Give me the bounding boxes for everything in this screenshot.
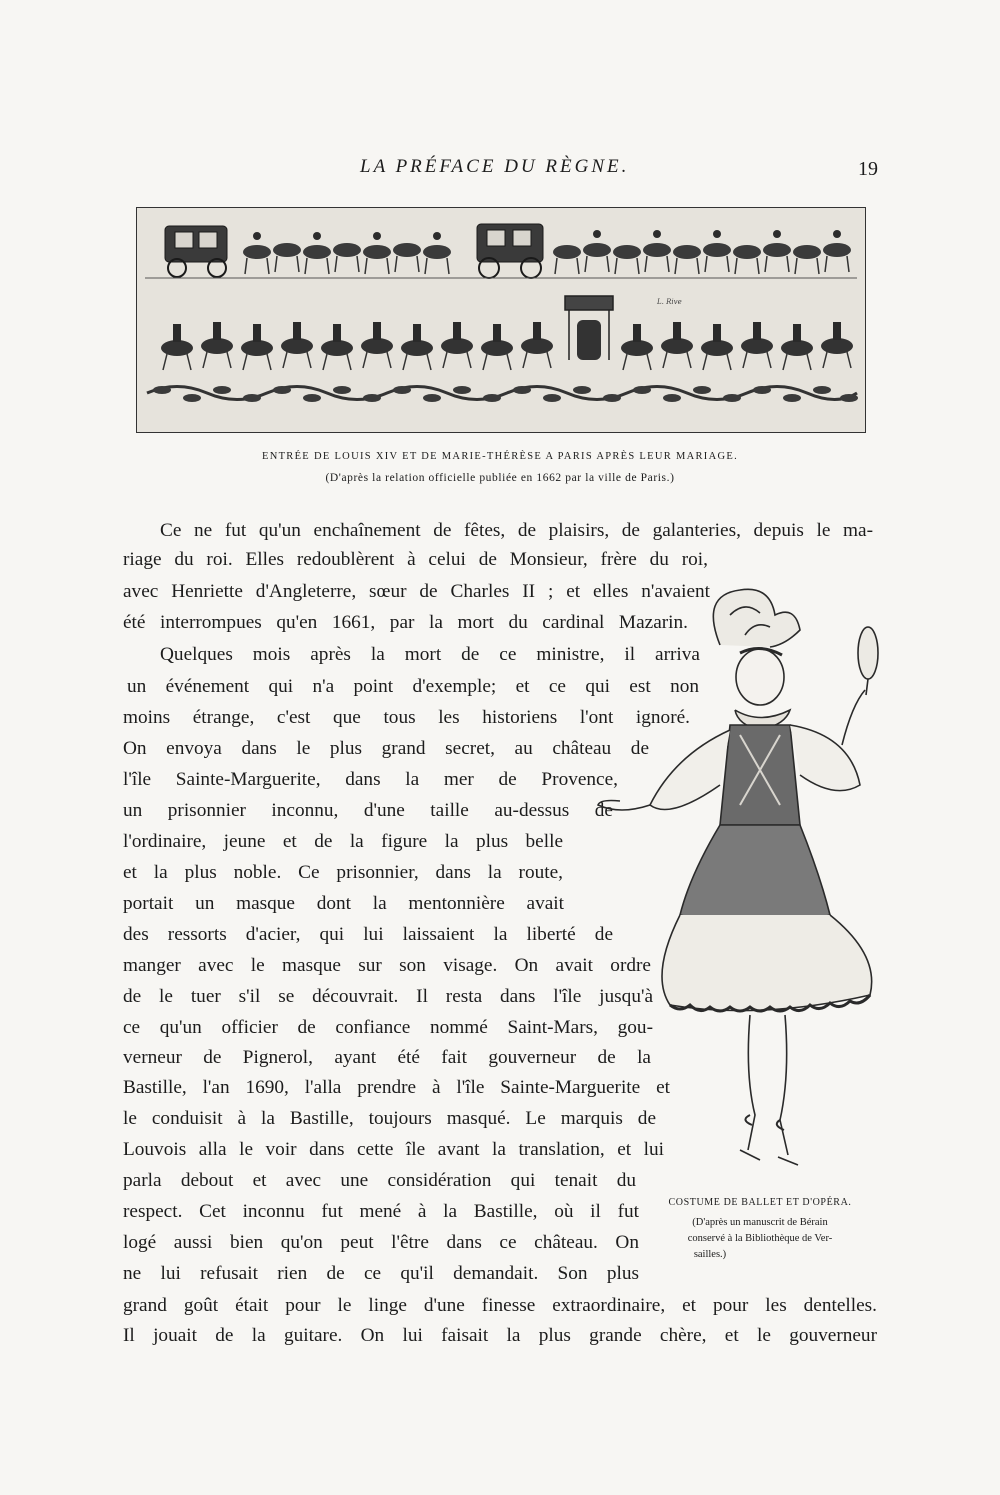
figure-caption-title: COSTUME DE BALLET ET D'OPÉRA. (668, 1197, 852, 1208)
body-line-22: parla debout et avec une considération qui tenait du (123, 1170, 636, 1191)
body-line-15: manger avec le masque sur son visage. On avait ordre (123, 955, 651, 976)
figure-caption-source-3: sailles.) (693, 1249, 727, 1260)
body-line-24: logé aussi bien qu'on peut l'être dans ce château. On (123, 1232, 639, 1253)
body-line-6: un événement qui n'a point d'exemple; et ce qui est non (127, 676, 699, 697)
body-line-21: Louvois alla le voir dans cette île avant la translation, et lui (123, 1139, 664, 1160)
figure-caption-source-1: (D'après un manuscrit de Bérain (692, 1217, 828, 1228)
plate-signature: L. Rive (657, 298, 682, 306)
plate-caption-title: ENTRÉE DE LOUIS XIV ET DE MARIE-THÉRÈSE A PARIS APRÈS LEUR MARIAGE. (261, 451, 738, 462)
body-line-19: Bastille, l'an 1690, l'alla prendre à l'île Sainte-Marguerite et (123, 1077, 670, 1098)
body-line-13: portait un masque dont la mentonnière avait (123, 893, 564, 914)
body-line-4: été interrompues qu'en 1661, par la mort du cardinal Mazarin. (123, 612, 688, 633)
running-title: LA PRÉFACE DU RÈGNE. (360, 156, 630, 177)
body-line-10: un prisonnier inconnu, d'une taille au-dessus de (123, 800, 613, 821)
body-line-12: et la plus noble. Ce prisonnier, dans la route, (123, 862, 563, 883)
body-line-7: moins étrange, c'est que tous les historiens l'ont ignoré. (123, 707, 690, 728)
body-line-18: verneur de Pignerol, ayant été fait gouverneur de la (123, 1047, 651, 1068)
body-line-26: grand goût était pour le linge d'une finesse extraordinaire, et pour les dentelles. (123, 1295, 877, 1316)
body-line-14: des ressorts d'acier, qui lui laissaient la liberté de (123, 924, 613, 945)
body-line-2: riage du roi. Elles redoublèrent à celui de Monsieur, frère du roi, (123, 549, 708, 570)
plate-caption-source: (D'après la relation officielle publiée en 1662 par la ville de Paris.) (325, 472, 675, 484)
figure-caption-source-2: conservé à la Bibliothèque de Ver- (687, 1233, 833, 1244)
body-line-9: l'île Sainte-Marguerite, dans la mer de Provence, (123, 769, 618, 790)
body-line-11: l'ordinaire, jeune et de la figure la plus belle (123, 831, 563, 852)
body-line-3: avec Henriette d'Angleterre, sœur de Charles II ; et elles n'avaient (123, 581, 710, 602)
body-line-5: Quelques mois après la mort de ce ministre, il arriva (160, 644, 700, 665)
body-line-23: respect. Cet inconnu fut mené à la Bastille, où il fut (123, 1201, 639, 1222)
body-line-1: Ce ne fut qu'un enchaînement de fêtes, de plaisirs, de galanteries, depuis le ma- (160, 520, 873, 541)
body-line-8: On envoya dans le plus grand secret, au château de (123, 738, 649, 759)
body-line-27: Il jouait de la guitare. On lui faisait la plus grande chère, et le gouverneur (123, 1325, 877, 1346)
page-number: 19 (858, 158, 878, 180)
page-header (0, 156, 1000, 190)
procession-engraving (136, 207, 866, 433)
body-line-20: le conduisit à la Bastille, toujours masqué. Le marquis de (123, 1108, 656, 1129)
body-line-17: ce qu'un officier de confiance nommé Saint-Mars, gou- (123, 1017, 653, 1038)
costume-illustration (580, 575, 880, 1185)
body-line-25: ne lui refusait rien de ce qu'il demandait. Son plus (123, 1263, 639, 1284)
body-line-16: de le tuer s'il se découvrait. Il resta dans l'île jusqu'à (123, 986, 653, 1007)
